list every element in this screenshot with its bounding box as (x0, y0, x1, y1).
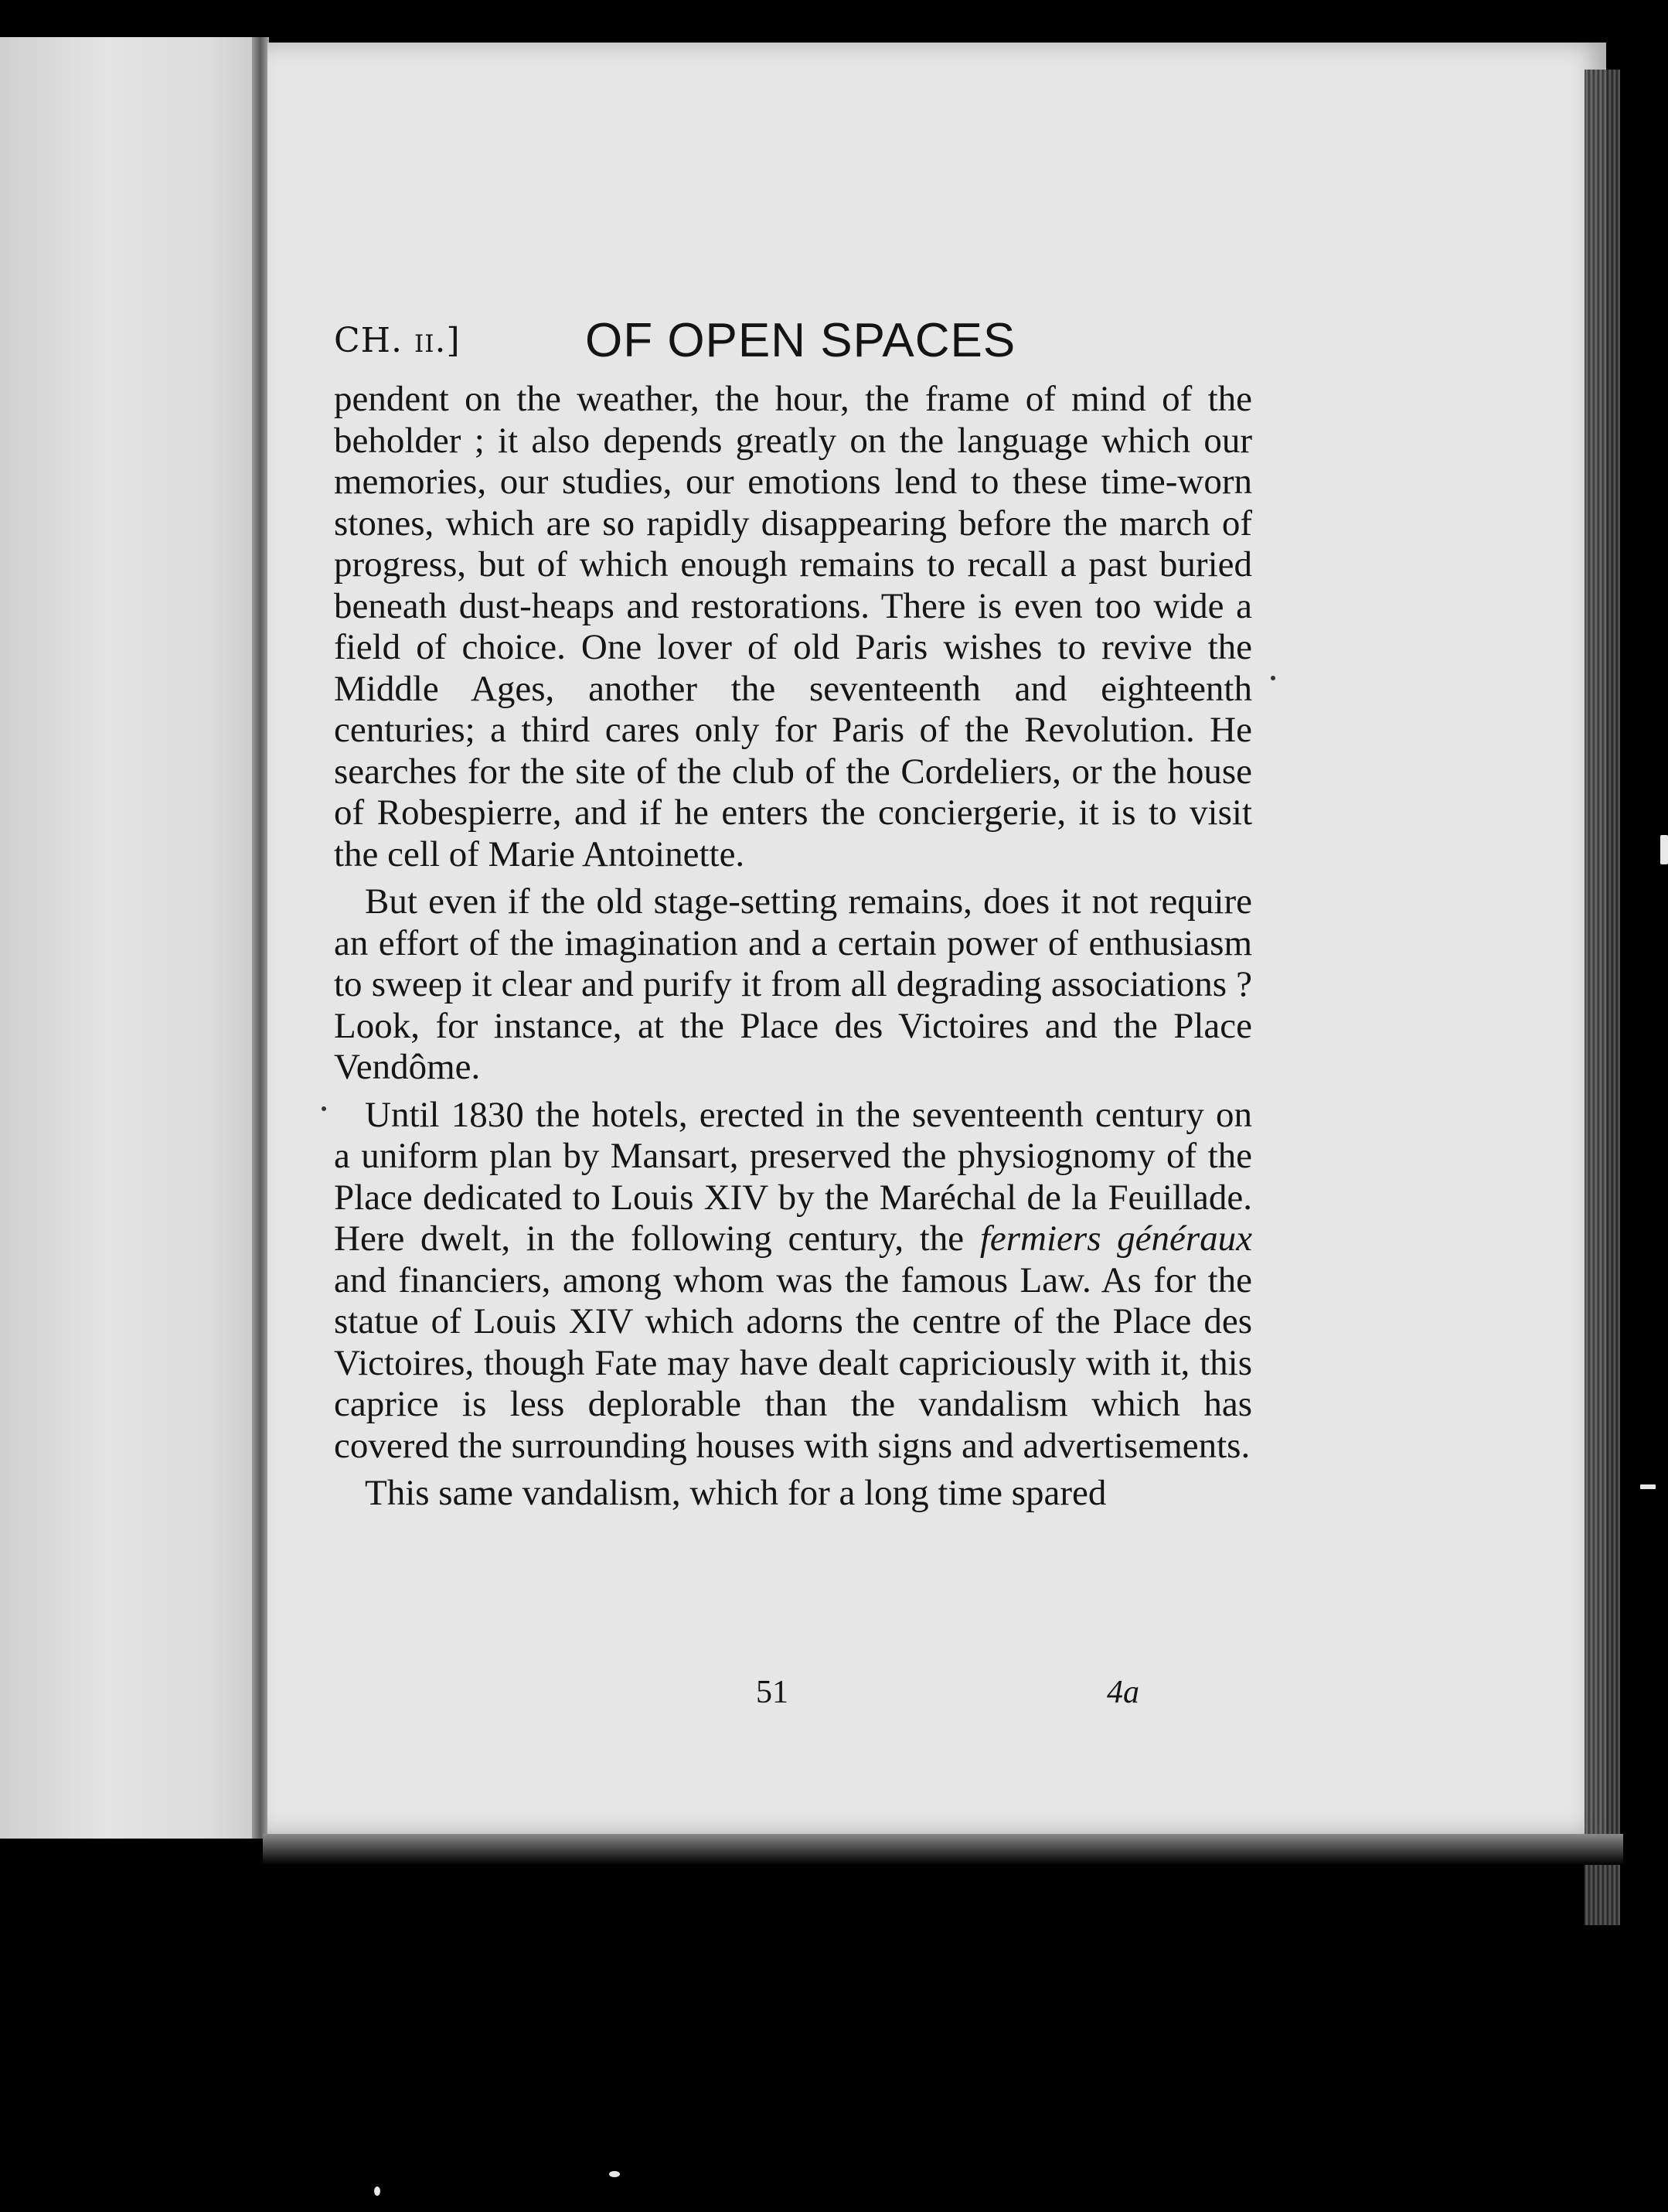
left-page-edge (0, 37, 263, 1839)
page-bottom-shadow (263, 1834, 1623, 1865)
paragraph-2: But even if the old stage-setting remains, does it not require an effort of the imagination and a certain power of enthusiasm to sweep it clear and purify it from all degrading associations ? Look, for instance, at the Place des Victoires and the Place Vendôme. (334, 881, 1252, 1087)
page-number: 51 (756, 1675, 788, 1710)
paragraph-4: This same vandalism, which for a long time spared (365, 1473, 1107, 1513)
page-stack-edge (1585, 70, 1620, 1925)
paragraph-3-start: Until 1830 the hotels, erected in the seventeenth century on a uniform plan by Mansart, preserved the physiognomy of the Place dedicated to Louis XIV by the Maréchal de la Feuillade. Here dwelt, in the following century, the (334, 1094, 1252, 1259)
signature-mark: 4a (1107, 1675, 1139, 1710)
italic-term: fermiers généraux (979, 1218, 1253, 1259)
running-head (334, 313, 1261, 375)
scan-speck (322, 1106, 326, 1111)
scan-speck (1271, 676, 1275, 680)
scan-speck (374, 2186, 380, 2196)
chapter-reference: CH. ii.] (334, 321, 461, 360)
scan-speck (1660, 835, 1668, 864)
paragraph-1: pendent on the weather, the hour, the frame of mind of the beholder ; it also depends greatly on the language which our memories, our studies, our emotions lend to these time-worn stones, which are so rapidly disappearing before the march of progress, but of which enough remains to recall a past buried beneath dust-heaps and restorations. There is even too wide a field of choice. One lover of old Paris wishes to revive the Middle Ages, another the seventeenth and eighteenth centuries; a third cares only for Paris of the Revolution. He searches for the site of the club of the Cordeliers, or the house of Robespierre, and if he enters the conciergerie, it is to visit the cell of Marie Antoinette. (334, 379, 1252, 874)
paragraph-3 (334, 1095, 1252, 1467)
running-title: OF OPEN SPACES (585, 314, 1016, 367)
scan-speck (1640, 1484, 1656, 1489)
paragraph-3-end: and financiers, among whom was the famous Law. As for the statue of Louis XIV which adorns the centre of the Place des Victoires, though Fate may have dealt capriciously with it, this caprice is less deplorable than the vandalism which has covered the surrounding houses with signs and advertisements. (334, 1259, 1252, 1466)
book-gutter (252, 37, 269, 1839)
body-text (334, 379, 1252, 1521)
scan-speck (609, 2171, 620, 2177)
